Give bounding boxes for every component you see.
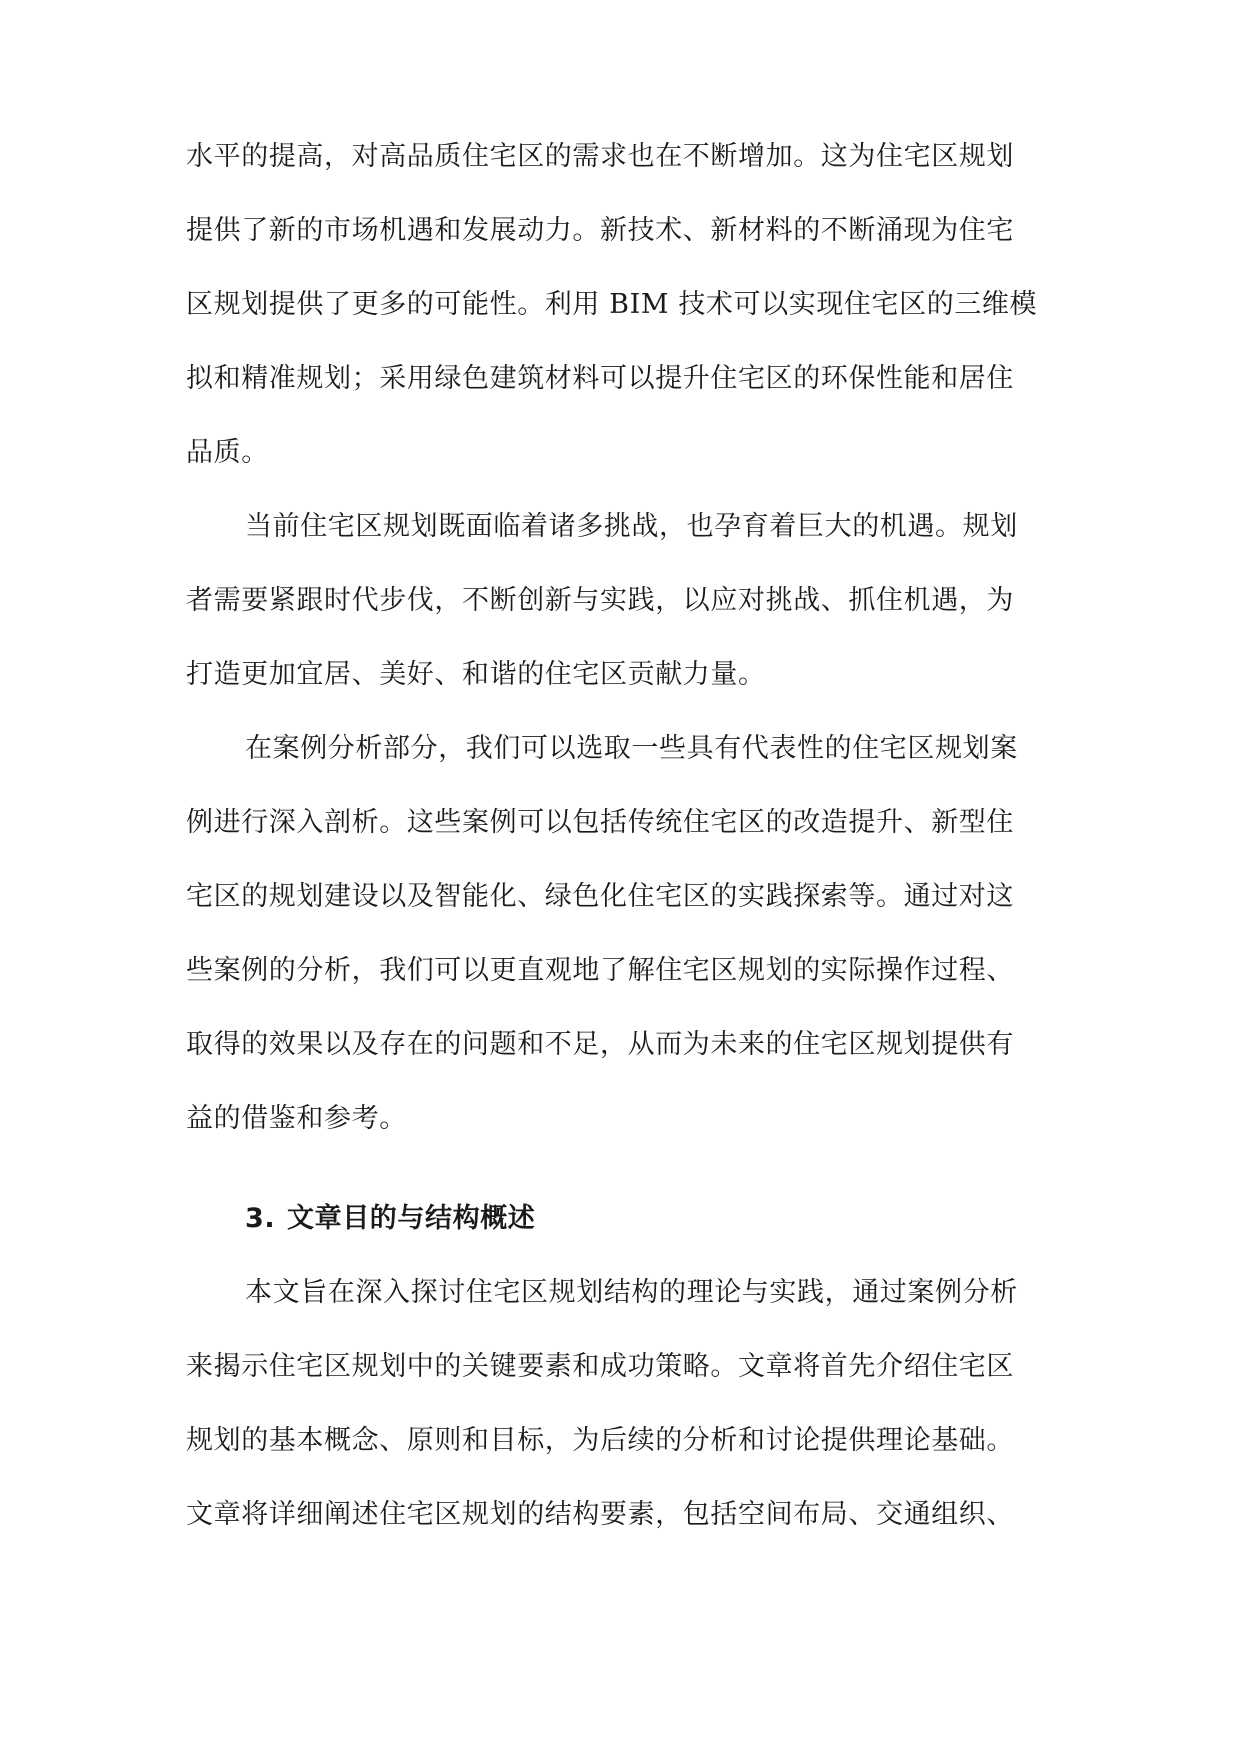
paragraph-1-line-5: 品质。 [186, 437, 269, 468]
section-title: 文章目的与结构概述 [287, 1203, 536, 1234]
paragraph-3-line-4: 些案例的分析，我们可以更直观地了解住宅区规划的实际操作过程、 [186, 955, 1014, 986]
section-paragraph-line-4: 文章将详细阐述住宅区规划的结构要素，包括空间布局、交通组织、 [186, 1499, 1014, 1530]
paragraph-2-line-3: 打造更加宜居、美好、和谐的住宅区贡献力量。 [186, 659, 766, 690]
paragraph-3-line-6: 益的借鉴和参考。 [186, 1103, 407, 1134]
paragraph-1-line-1: 水平的提高，对高品质住宅区的需求也在不断增加。这为住宅区规划 [186, 141, 1014, 172]
paragraph-2-line-1: 当前住宅区规划既面临着诸多挑战，也孕育着巨大的机遇。规划 [245, 511, 1018, 542]
paragraph-3-line-1: 在案例分析部分，我们可以选取一些具有代表性的住宅区规划案 [245, 733, 1018, 764]
section-paragraph-line-3: 规划的基本概念、原则和目标，为后续的分析和讨论提供理论基础。 [186, 1425, 1014, 1456]
paragraph-1-line-4: 拟和精准规划；采用绿色建筑材料可以提升住宅区的环保性能和居住 [186, 363, 1014, 394]
section-number: 3. [245, 1203, 276, 1234]
paragraph-3-line-2: 例进行深入剖析。这些案例可以包括传统住宅区的改造提升、新型住 [186, 807, 1014, 838]
paragraph-2-line-2: 者需要紧跟时代步伐，不断创新与实践，以应对挑战、抓住机遇，为 [186, 585, 1014, 616]
paragraph-3-line-3: 宅区的规划建设以及智能化、绿色化住宅区的实践探索等。通过对这 [186, 881, 1014, 912]
section-heading [245, 1199, 535, 1239]
paragraph-1-line-2: 提供了新的市场机遇和发展动力。新技术、新材料的不断涌现为住宅 [186, 215, 1014, 246]
section-paragraph-line-2: 来揭示住宅区规划中的关键要素和成功策略。文章将首先介绍住宅区 [186, 1351, 1014, 1382]
paragraph-1-line-3: 区规划提供了更多的可能性。利用 BIM 技术可以实现住宅区的三维模 [186, 289, 1038, 320]
paragraph-3-line-5: 取得的效果以及存在的问题和不足，从而为未来的住宅区规划提供有 [186, 1029, 1014, 1060]
section-paragraph-line-1: 本文旨在深入探讨住宅区规划结构的理论与实践，通过案例分析 [245, 1277, 1018, 1308]
